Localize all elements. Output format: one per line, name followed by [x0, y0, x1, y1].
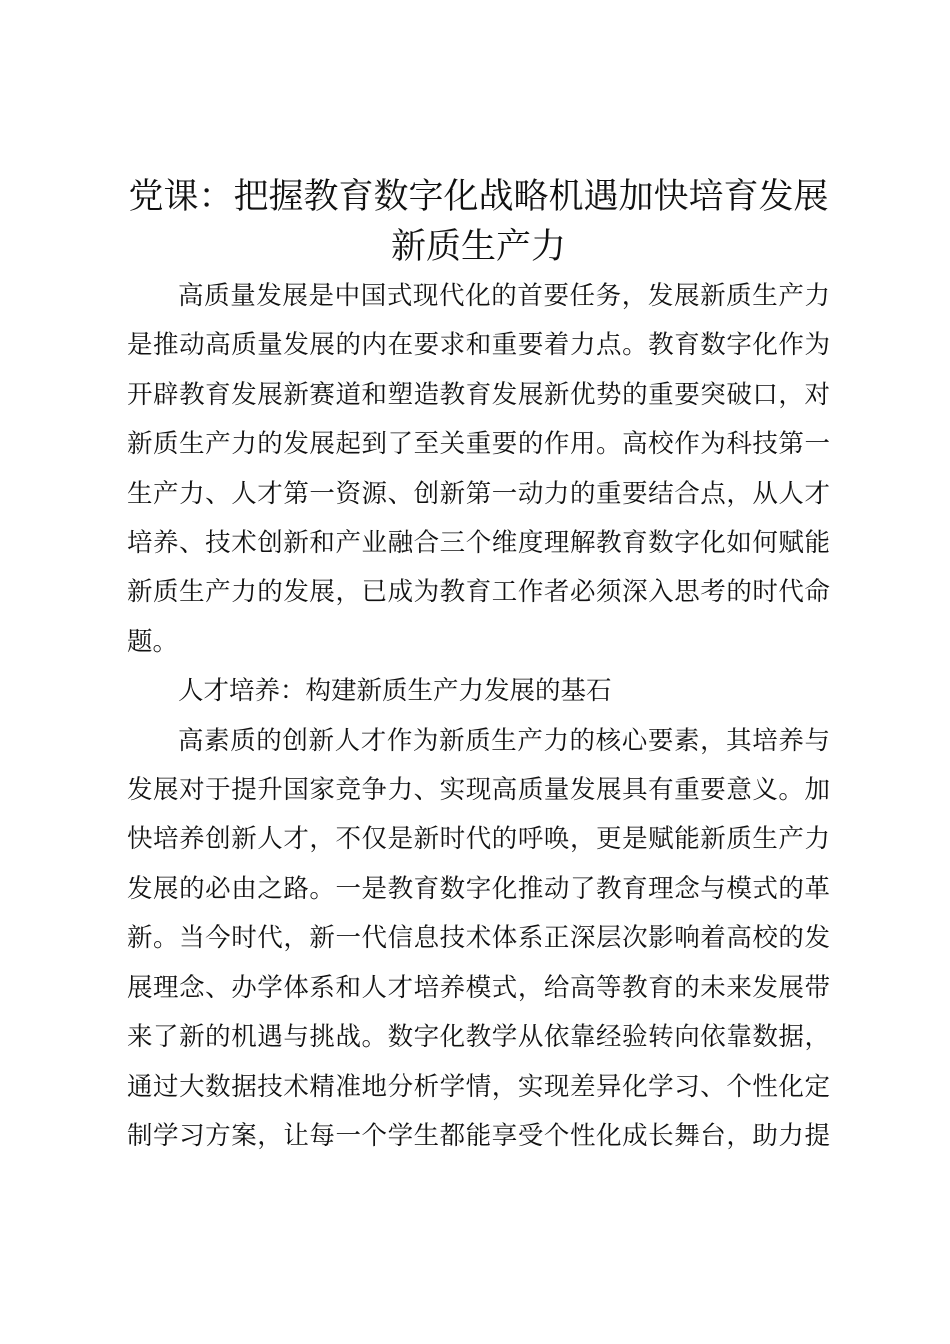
section-heading-text: 人才培养：构建新质生产力发展的基石 — [178, 676, 612, 707]
document-body — [127, 272, 830, 1161]
paragraph-line: 是推动高质量发展的内在要求和重要着力点。教育数字化作为 — [127, 330, 830, 361]
title-line-2: 新质生产力 — [390, 227, 566, 267]
section-heading — [127, 667, 830, 716]
paragraph-line: 开辟教育发展新赛道和塑造教育发展新优势的重要突破口，对 — [127, 379, 830, 410]
title-line-1: 党课：把握教育数字化战略机遇加快培育发展 — [128, 177, 829, 217]
paragraph-line: 来了新的机遇与挑战。数字化教学从依靠经验转向依靠数据， — [127, 1022, 830, 1053]
paragraph-line: 新质生产力的发展起到了至关重要的作用。高校作为科技第一 — [127, 429, 830, 460]
paragraph-line: 通过大数据技术精准地分析学情，实现差异化学习、个性化定 — [127, 1071, 830, 1102]
paragraph-line: 展理念、办学体系和人才培养模式，给高等教育的未来发展带 — [127, 972, 830, 1003]
paragraph-line: 题。 — [127, 626, 179, 657]
document-title — [127, 172, 830, 272]
paragraph-line: 快培养创新人才，不仅是新时代的呼唤，更是赋能新质生产力 — [127, 824, 830, 855]
paragraph-line: 培养、技术创新和产业融合三个维度理解教育数字化如何赋能 — [127, 528, 830, 559]
paragraph-intro — [127, 272, 830, 667]
paragraph-line: 新。当今时代，新一代信息技术体系正深层次影响着高校的发 — [127, 923, 830, 954]
paragraph-line: 高素质的创新人才作为新质生产力的核心要素，其培养与 — [178, 725, 830, 756]
paragraph-line: 发展对于提升国家竞争力、实现高质量发展具有重要意义。加 — [127, 775, 830, 806]
paragraph-talent — [127, 717, 830, 1162]
paragraph-line: 生产力、人才第一资源、创新第一动力的重要结合点，从人才 — [127, 478, 830, 509]
paragraph-line: 发展的必由之路。一是教育数字化推动了教育理念与模式的革 — [127, 873, 830, 904]
document-page — [127, 172, 830, 1161]
paragraph-line: 高质量发展是中国式现代化的首要任务，发展新质生产力 — [178, 281, 830, 311]
paragraph-line: 制学习方案，让每一个学生都能享受个性化成长舞台，助力提 — [127, 1120, 830, 1151]
paragraph-line: 新质生产力的发展，已成为教育工作者必须深入思考的时代命 — [127, 577, 830, 608]
